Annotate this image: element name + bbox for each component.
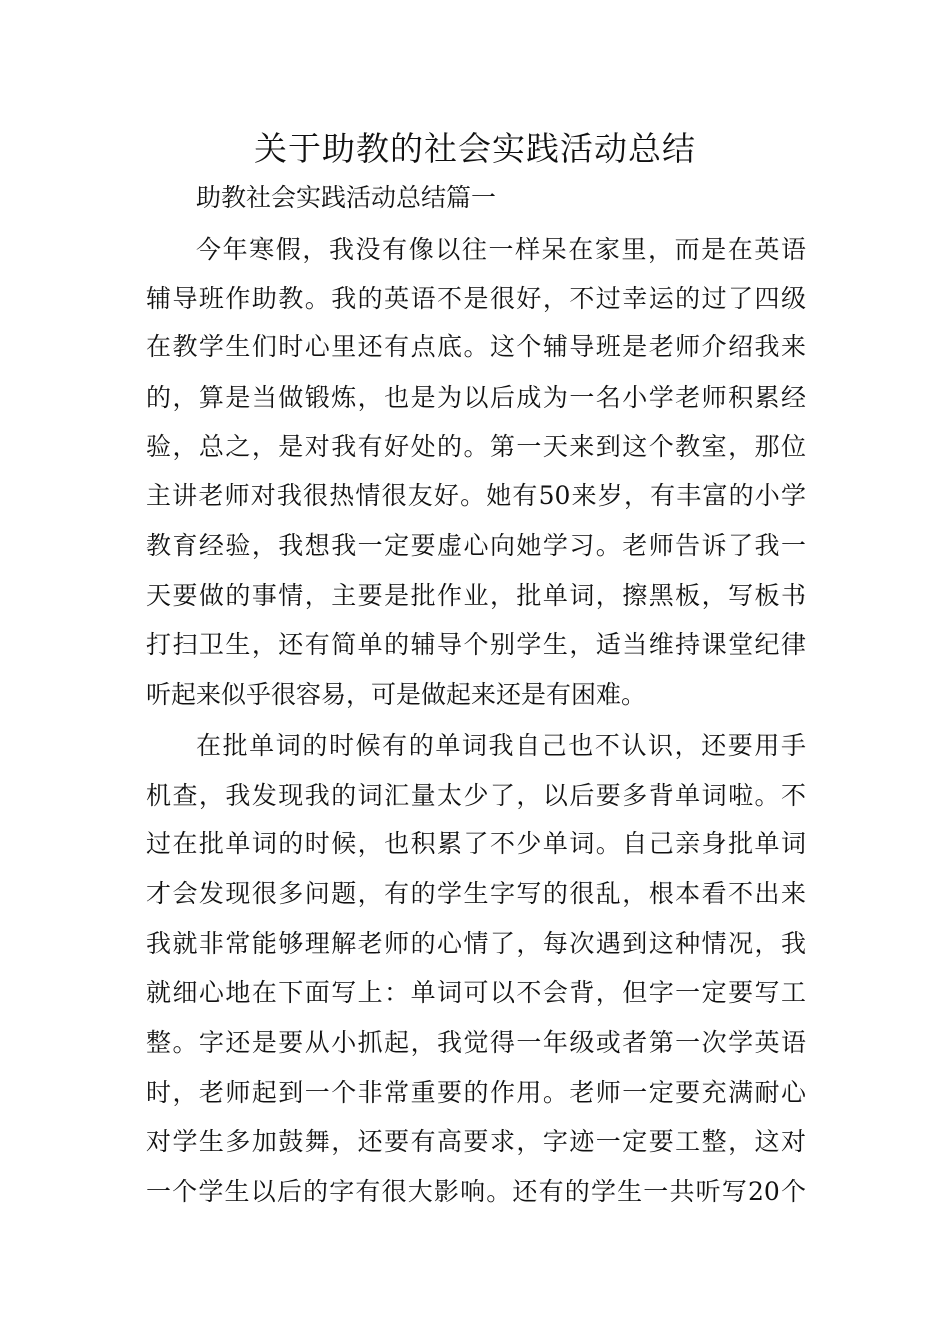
paragraph-line: 就细心地在下面写上：单词可以不会背，但字一定要写工 <box>146 978 806 1007</box>
paragraph-line: 听起来似乎很容易，可是做起来还是有困难。 <box>146 680 647 709</box>
paragraph-line: 教育经验，我想我一定要虚心向她学习。老师告诉了我一 <box>146 531 806 560</box>
paragraph-line: 一个学生以后的字有很大影响。还有的学生一共听写20个 <box>146 1177 806 1206</box>
paragraph-line: 过在批单词的时候，也积累了不少单词。自己亲身批单词 <box>146 829 806 858</box>
paragraph-line: 时，老师起到一个非常重要的作用。老师一定要充满耐心 <box>146 1078 806 1107</box>
paragraph-line: 在教学生们时心里还有点底。这个辅导班是老师介绍我来 <box>146 332 806 361</box>
paragraph-line: 才会发现很多问题，有的学生字写的很乱，根本看不出来 <box>146 879 806 908</box>
paragraph-line: 打扫卫生，还有简单的辅导个别学生，适当维持课堂纪律 <box>146 630 806 659</box>
paragraph-line: 整。字还是要从小抓起，我觉得一年级或者第一次学英语 <box>146 1028 806 1057</box>
paragraph-line: 验，总之，是对我有好处的。第一天来到这个教室，那位 <box>146 432 806 461</box>
paragraph-line: 我就非常能够理解老师的心情了，每次遇到这种情况，我 <box>146 929 806 958</box>
document-title: 关于助教的社会实践活动总结 <box>254 129 696 168</box>
paragraph-line: 今年寒假，我没有像以往一样呆在家里，而是在英语 <box>196 235 806 264</box>
paragraph-line: 的，算是当做锻炼，也是为以后成为一名小学老师积累经 <box>146 383 806 412</box>
paragraph-line: 主讲老师对我很热情很友好。她有50来岁，有丰富的小学 <box>146 481 806 510</box>
section-heading: 助教社会实践活动总结篇一 <box>196 183 497 212</box>
paragraph-line: 天要做的事情，主要是批作业，批单词，擦黑板，写板书 <box>146 581 806 610</box>
paragraph-line: 机查，我发现我的词汇量太少了，以后要多背单词啦。不 <box>146 781 806 810</box>
paragraph-line: 辅导班作助教。我的英语不是很好，不过幸运的过了四级 <box>146 284 806 313</box>
paragraph-line: 对学生多加鼓舞，还要有高要求，字迹一定要工整，这对 <box>146 1127 806 1156</box>
paragraph-line: 在批单词的时候有的单词我自己也不认识，还要用手 <box>196 731 806 760</box>
